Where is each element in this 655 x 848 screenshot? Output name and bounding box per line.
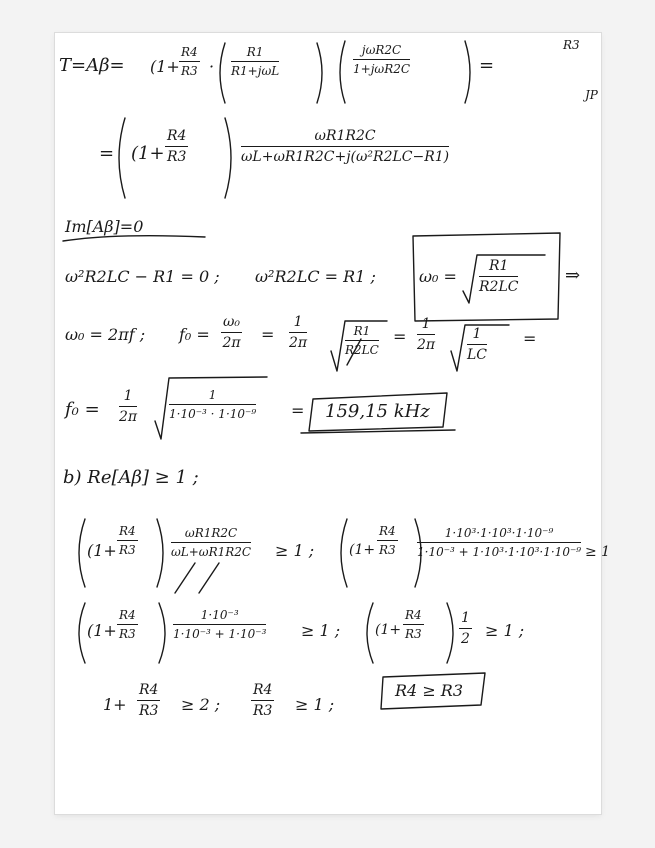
im-condition: Im[Aβ]=0 xyxy=(65,217,144,236)
fraction-omega-2pi: $\frac{\text{ω₀}}{2\pi}$ xyxy=(222,314,241,351)
inequality: ≥ 1 ; xyxy=(275,541,315,560)
paren-right-4 xyxy=(157,519,163,587)
strike-line8-a xyxy=(175,563,195,593)
im-underline xyxy=(63,236,205,241)
margin-mark-top: R3 xyxy=(563,38,580,52)
equals-sign: = xyxy=(261,325,275,344)
part-b-condition: b) Re[Aβ] ≥ 1 ; xyxy=(63,467,199,488)
fraction-1-2: $\frac{1}{2}$ xyxy=(461,610,470,647)
paren-lead: (1+ xyxy=(349,542,376,558)
paren-lead: (1+ xyxy=(87,541,117,560)
paren-right-1 xyxy=(317,43,322,103)
inequality: ≥ 1 ; xyxy=(295,695,335,714)
paren-left-2 xyxy=(340,41,345,103)
equation-text: ω²R2LC = R1 ; xyxy=(255,267,376,286)
fraction-highpass: jωR2C 1+jωR2C xyxy=(353,43,411,76)
paren-lead: (1+ xyxy=(87,621,117,640)
inequality: ≥ 1 xyxy=(585,544,611,560)
paren-right-3 xyxy=(225,118,231,198)
fraction-r4-r3: $\frac{R4}{R3}$ xyxy=(405,608,422,641)
fraction-numeric: $\frac{\text{1·10³·1·10³·1·10⁻⁹}}{\text{1·10⁻³ + 1·10³·1·10³·1·10⁻⁹}}$ xyxy=(417,526,582,559)
fraction-r4-r3: $\frac{R4}{R3}$ xyxy=(379,524,396,557)
inequality: ≥ 1 ; xyxy=(485,621,525,640)
strike-line8-b xyxy=(199,563,219,593)
fraction-loop-gain: $\frac{\omega R1R2C}{\text{ωL+ωR1R2C+j(ω²R2LC−R1)}}$ xyxy=(241,128,450,165)
fraction-r4-r3: $\frac{R4}{R3}$ xyxy=(253,682,273,719)
paren-left-4 xyxy=(79,519,85,587)
fraction-r4-r3: $\frac{R4}{R3}$ xyxy=(139,682,159,719)
paren-right-2 xyxy=(465,41,470,103)
dot: · xyxy=(209,57,215,76)
fraction-r4-r3: $\frac{R4}{R3}$ xyxy=(167,128,187,165)
paren-right-6 xyxy=(159,603,165,663)
inequality: ≥ 1 ; xyxy=(301,621,341,640)
equals-sign: = xyxy=(479,55,495,76)
result-frequency: 159,15 kHz xyxy=(325,401,430,422)
fraction-1-2pi: $\frac{1}{2\pi}$ xyxy=(417,316,436,353)
fraction-loop-gain-real: $\frac{\omega R1R2C}{\omega L+\omega R1R2C}$ xyxy=(171,526,252,559)
fraction-r1-r2lc: $\frac{R1}{R2LC}$ xyxy=(345,324,379,357)
fraction-1-lc: $\frac{1}{LC}$ xyxy=(467,326,488,363)
equals-sign: = xyxy=(99,143,115,164)
equation-lhs: T=Aβ= xyxy=(59,55,125,76)
omega-label: ω₀ = xyxy=(419,267,457,286)
equation-text: ω²R2LC − R1 = 0 ; xyxy=(65,267,220,286)
equation-text: 1+ xyxy=(103,695,127,714)
fraction-r4-r3: $\frac{R4}{R3}$ xyxy=(119,608,136,641)
equals-sign: = xyxy=(523,329,537,348)
paren-lead: (1+ xyxy=(150,57,180,76)
equals-sign: = xyxy=(291,401,305,420)
fraction-1-2pi: $\frac{1}{2\pi}$ xyxy=(289,314,308,351)
fraction-r4-r3: $\frac{R4}{R3}$ xyxy=(181,45,198,78)
paper-sheet xyxy=(55,33,611,814)
margin-mark-right: JP xyxy=(585,88,598,102)
fraction-1-lc-values: $\frac{1}{\text{1·10⁻³ · 1·10⁻⁹}}$ xyxy=(169,388,257,421)
paren-lead: (1+ xyxy=(375,622,402,638)
paren-left-5 xyxy=(341,519,347,587)
paren-right-7 xyxy=(447,603,453,663)
equation-text: f₀ = xyxy=(179,325,210,344)
equation-text: ω₀ = 2πf ; xyxy=(65,325,146,344)
fraction-r4-r3: $\frac{R4}{R3}$ xyxy=(119,524,136,557)
paren-left-7 xyxy=(367,603,373,663)
fraction-numeric: $\frac{\text{1·10⁻³}}{\text{1·10⁻³ + 1·10⁻³}}$ xyxy=(173,608,267,641)
paren-left-3 xyxy=(119,118,125,198)
fraction-r1-r2lc: $\frac{R1}{R2LC}$ xyxy=(479,258,519,295)
equation-text: f₀ = xyxy=(65,399,100,420)
inequality: ≥ 2 ; xyxy=(181,695,221,714)
fraction-r1-divider: R1 R1+jωL xyxy=(231,45,280,78)
result-condition: R4 ≥ R3 xyxy=(395,681,464,700)
paren-lead: (1+ xyxy=(131,143,165,164)
implies-arrow: ⇒ xyxy=(565,265,581,286)
equals-sign: = xyxy=(393,327,407,346)
paren-left-6 xyxy=(79,603,85,663)
paren-left-1 xyxy=(220,43,225,103)
fraction-1-2pi: $\frac{1}{2\pi}$ xyxy=(119,388,138,425)
